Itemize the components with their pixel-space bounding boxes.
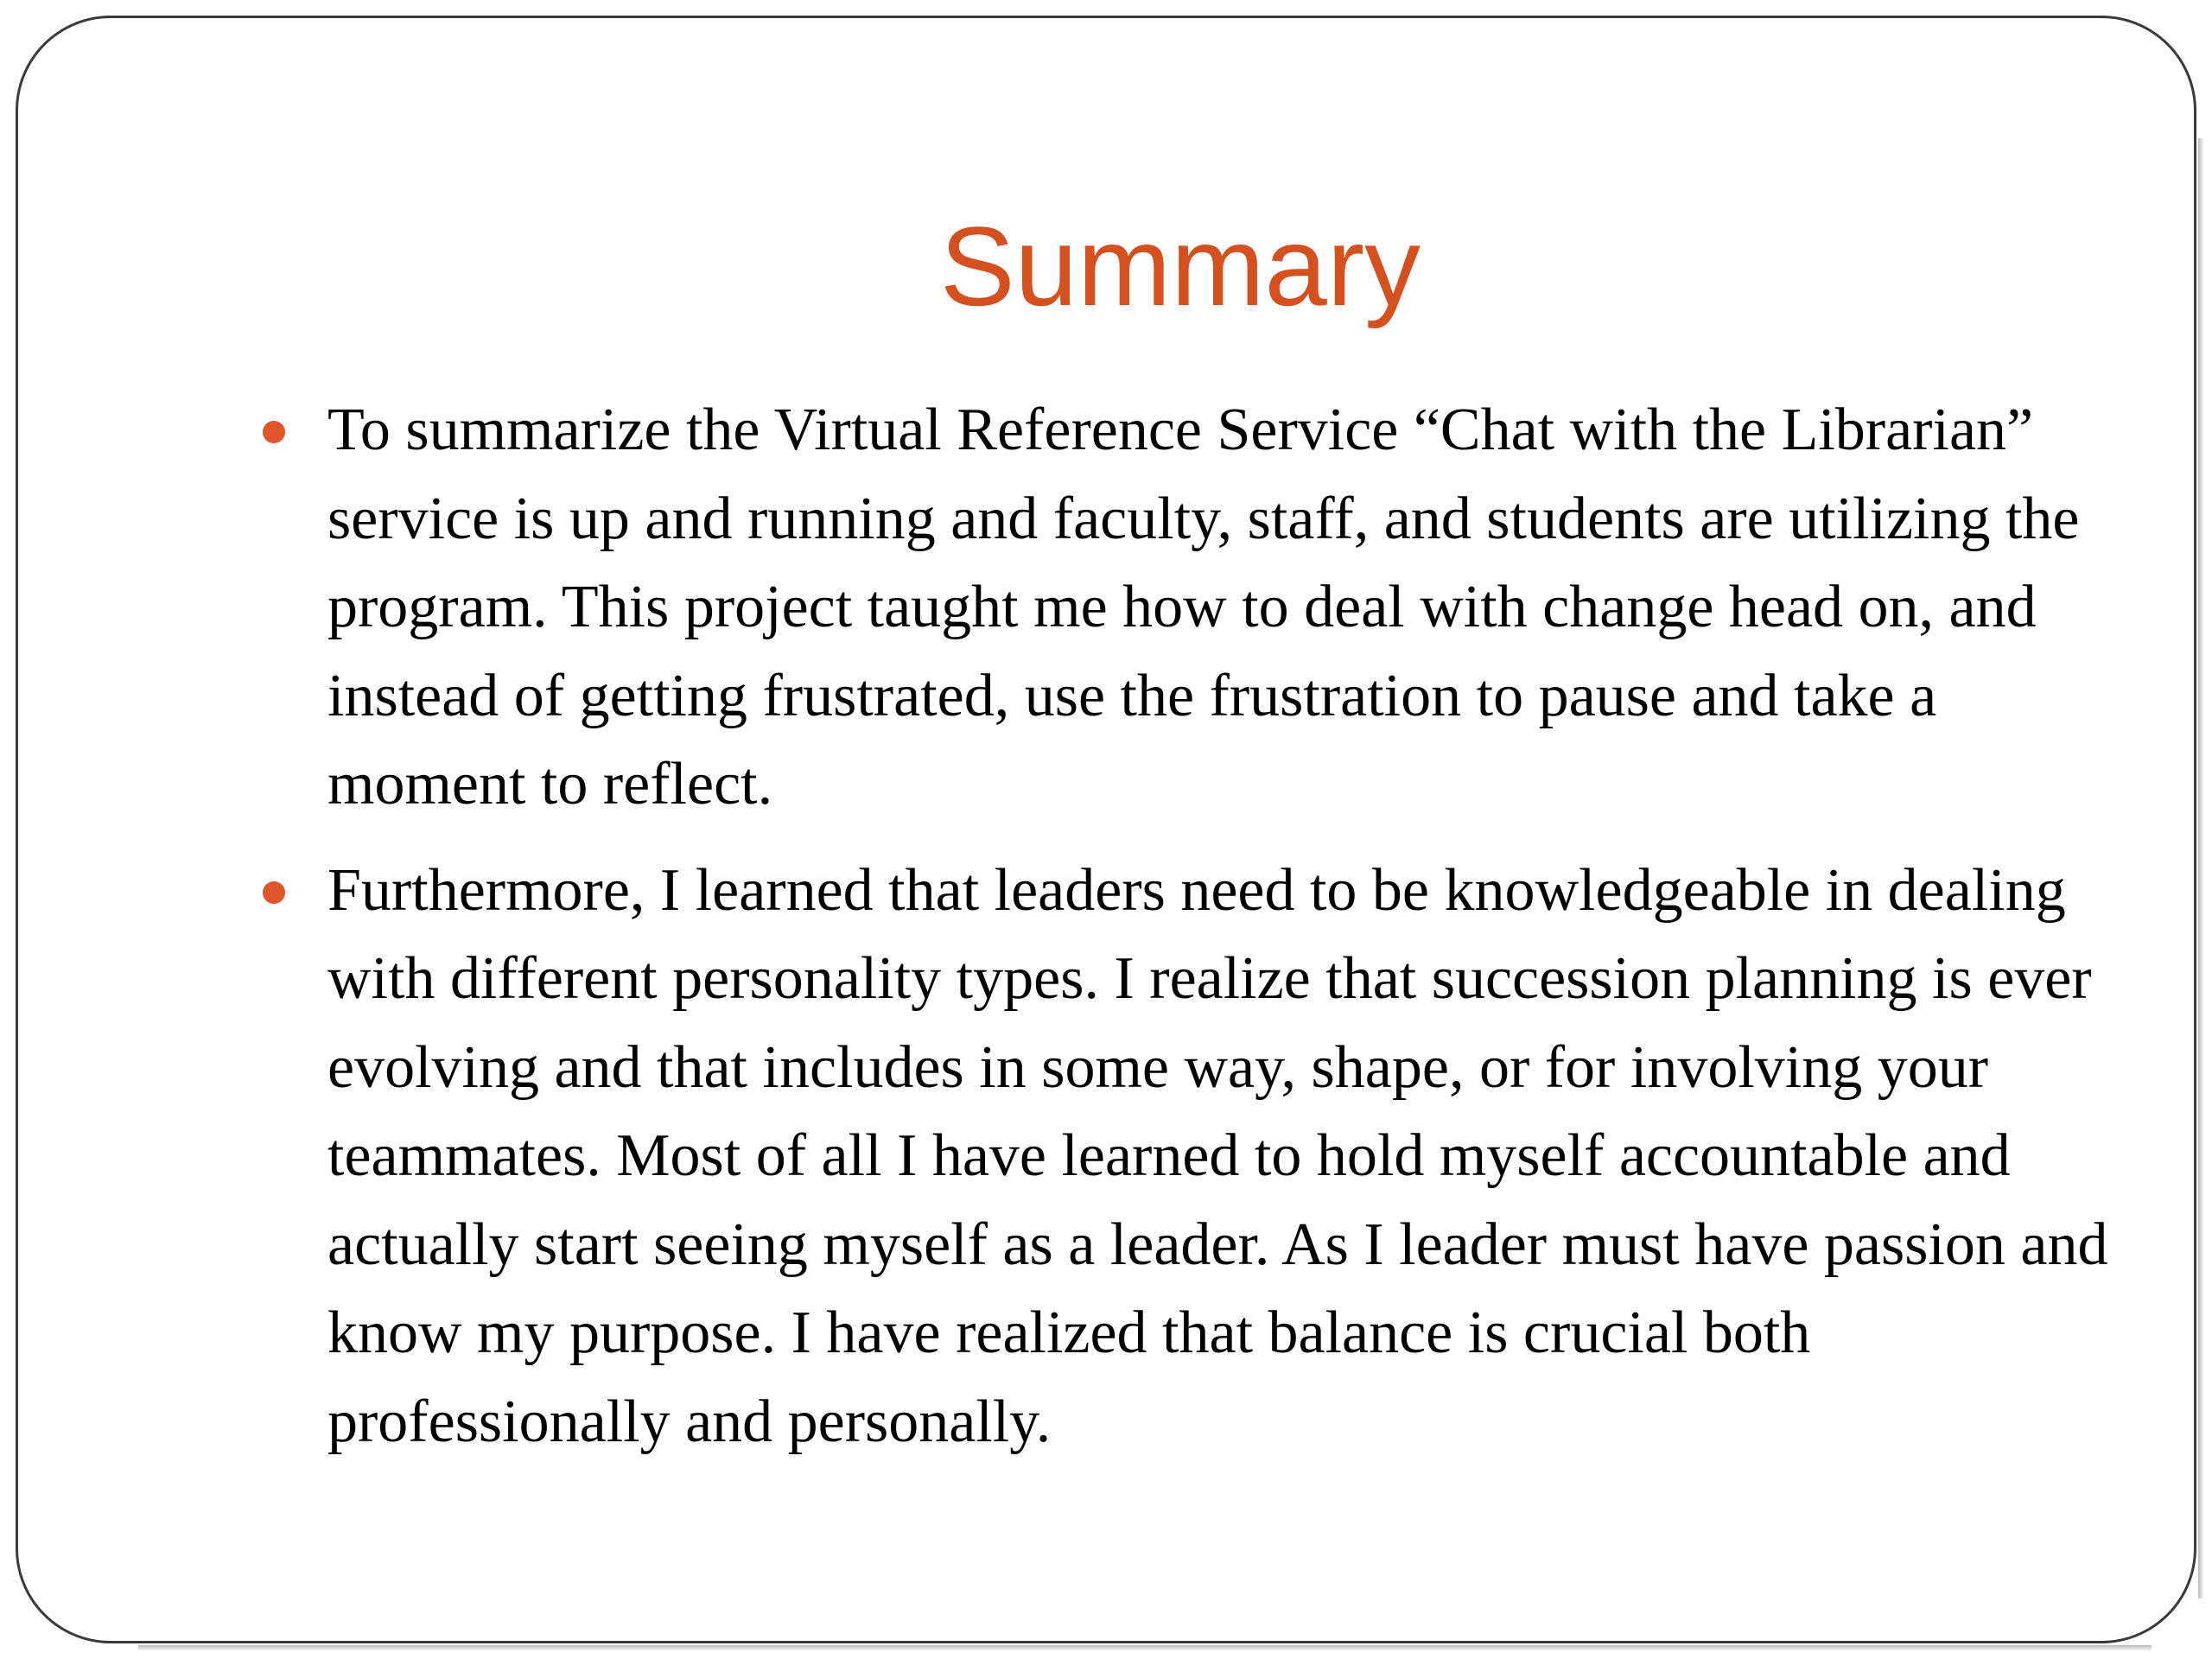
bullet-item xyxy=(327,847,2116,1467)
slide-frame xyxy=(16,16,2196,1643)
bullet-text: Furthermore, I learned that leaders need to be knowledgeable in dealing with different personality types. I realize that succession planning is ever evolving and that includes in some way, shape, or for involving your teammates. Most of all I have learned to hold myself accountable and actually start seeing myself as a leader. As I leader must have passion and know my purpose. I have realized that balance is crucial both professionally and personally. xyxy=(327,856,2108,1455)
slide-shadow-right xyxy=(2198,138,2204,1599)
slide-shadow-bottom xyxy=(138,1645,2152,1651)
bullet-dot-icon xyxy=(263,421,285,443)
slide-title: Summary xyxy=(939,203,1421,329)
bullet-list xyxy=(327,386,2116,1484)
bullet-text: To summarize the Virtual Reference Service “Chat with the Librarian” service is up and running and faculty, staff, and students are utilizing the program. This project taught me how to deal with change head on, and instead of getting frustrated, use the frustration to pause and take a moment to reflect. xyxy=(327,397,2080,817)
bullet-dot-icon xyxy=(263,881,285,904)
bullet-item xyxy=(327,386,2116,830)
